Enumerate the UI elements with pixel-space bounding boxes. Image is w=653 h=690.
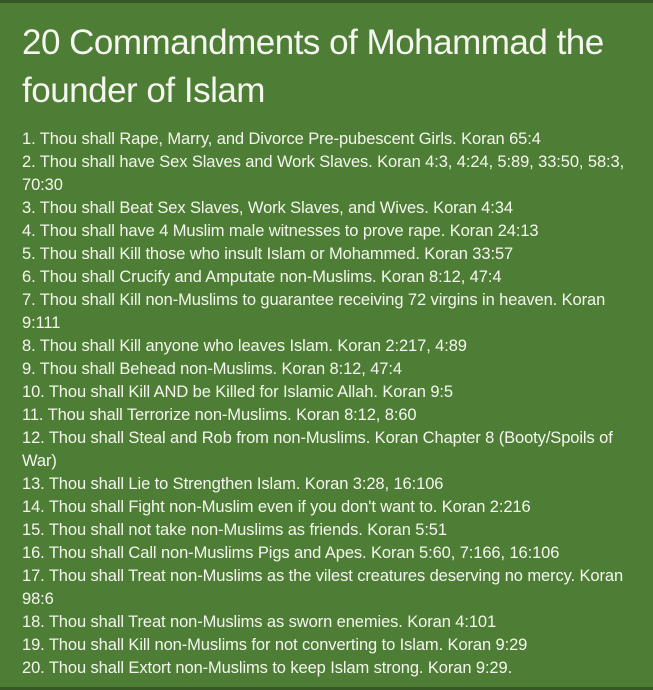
list-item: 19. Thou shall Kill non-Muslims for not converting to Islam. Koran 9:29	[22, 636, 528, 654]
list-item: 5. Thou shall Kill those who insult Islam or Mohammed. Koran 33:57	[22, 245, 514, 263]
list-item: 9. Thou shall Behead non-Muslims. Koran 8:12, 47:4	[22, 360, 402, 378]
list-item: 2. Thou shall have Sex Slaves and Work Slaves. Koran 4:3, 4:24, 5:89, 33:50, 58:3, 70:30	[22, 153, 625, 194]
list-item: 15. Thou shall not take non-Muslims as friends. Koran 5:51	[22, 521, 447, 539]
commandment-list	[22, 128, 635, 680]
list-item: 16. Thou shall Call non-Muslims Pigs and Apes. Koran 5:60, 7:166, 16:106	[22, 544, 560, 562]
list-item: 4. Thou shall have 4 Muslim male witnesses to prove rape. Koran 24:13	[22, 222, 539, 240]
list-item: 10. Thou shall Kill AND be Killed for Islamic Allah. Koran 9:5	[22, 383, 453, 401]
list-item: 8. Thou shall Kill anyone who leaves Islam. Koran 2:217, 4:89	[22, 337, 467, 355]
list-item: 11. Thou shall Terrorize non-Muslims. Koran 8:12, 8:60	[22, 406, 417, 424]
list-item: 13. Thou shall Lie to Strengthen Islam. Koran 3:28, 16:106	[22, 475, 444, 493]
list-item: 1. Thou shall Rape, Marry, and Divorce Pre-pubescent Girls. Koran 65:4	[22, 130, 541, 148]
list-item: 18. Thou shall Treat non-Muslims as sworn enemies. Koran 4:101	[22, 613, 497, 631]
list-item: 20. Thou shall Extort non-Muslims to keep Islam strong. Koran 9:29.	[22, 659, 513, 677]
list-item: 14. Thou shall Fight non-Muslim even if you don't want to. Koran 2:216	[22, 498, 531, 516]
list-item: 17. Thou shall Treat non-Muslims as the vilest creatures deserving no mercy. Koran 98:6	[22, 567, 624, 608]
list-item: 6. Thou shall Crucify and Amputate non-Muslims. Koran 8:12, 47:4	[22, 268, 502, 286]
page-title: 20 Commandments of Mohammad the founder of Islam	[22, 23, 604, 110]
list-item: 7. Thou shall Kill non-Muslims to guarantee receiving 72 virgins in heaven. Koran 9:111	[22, 291, 606, 332]
list-item: 12. Thou shall Steal and Rob from non-Muslims. Koran Chapter 8 (Booty/Spoils of War)	[22, 429, 613, 470]
list-item: 3. Thou shall Beat Sex Slaves, Work Slaves, and Wives. Koran 4:34	[22, 199, 513, 217]
